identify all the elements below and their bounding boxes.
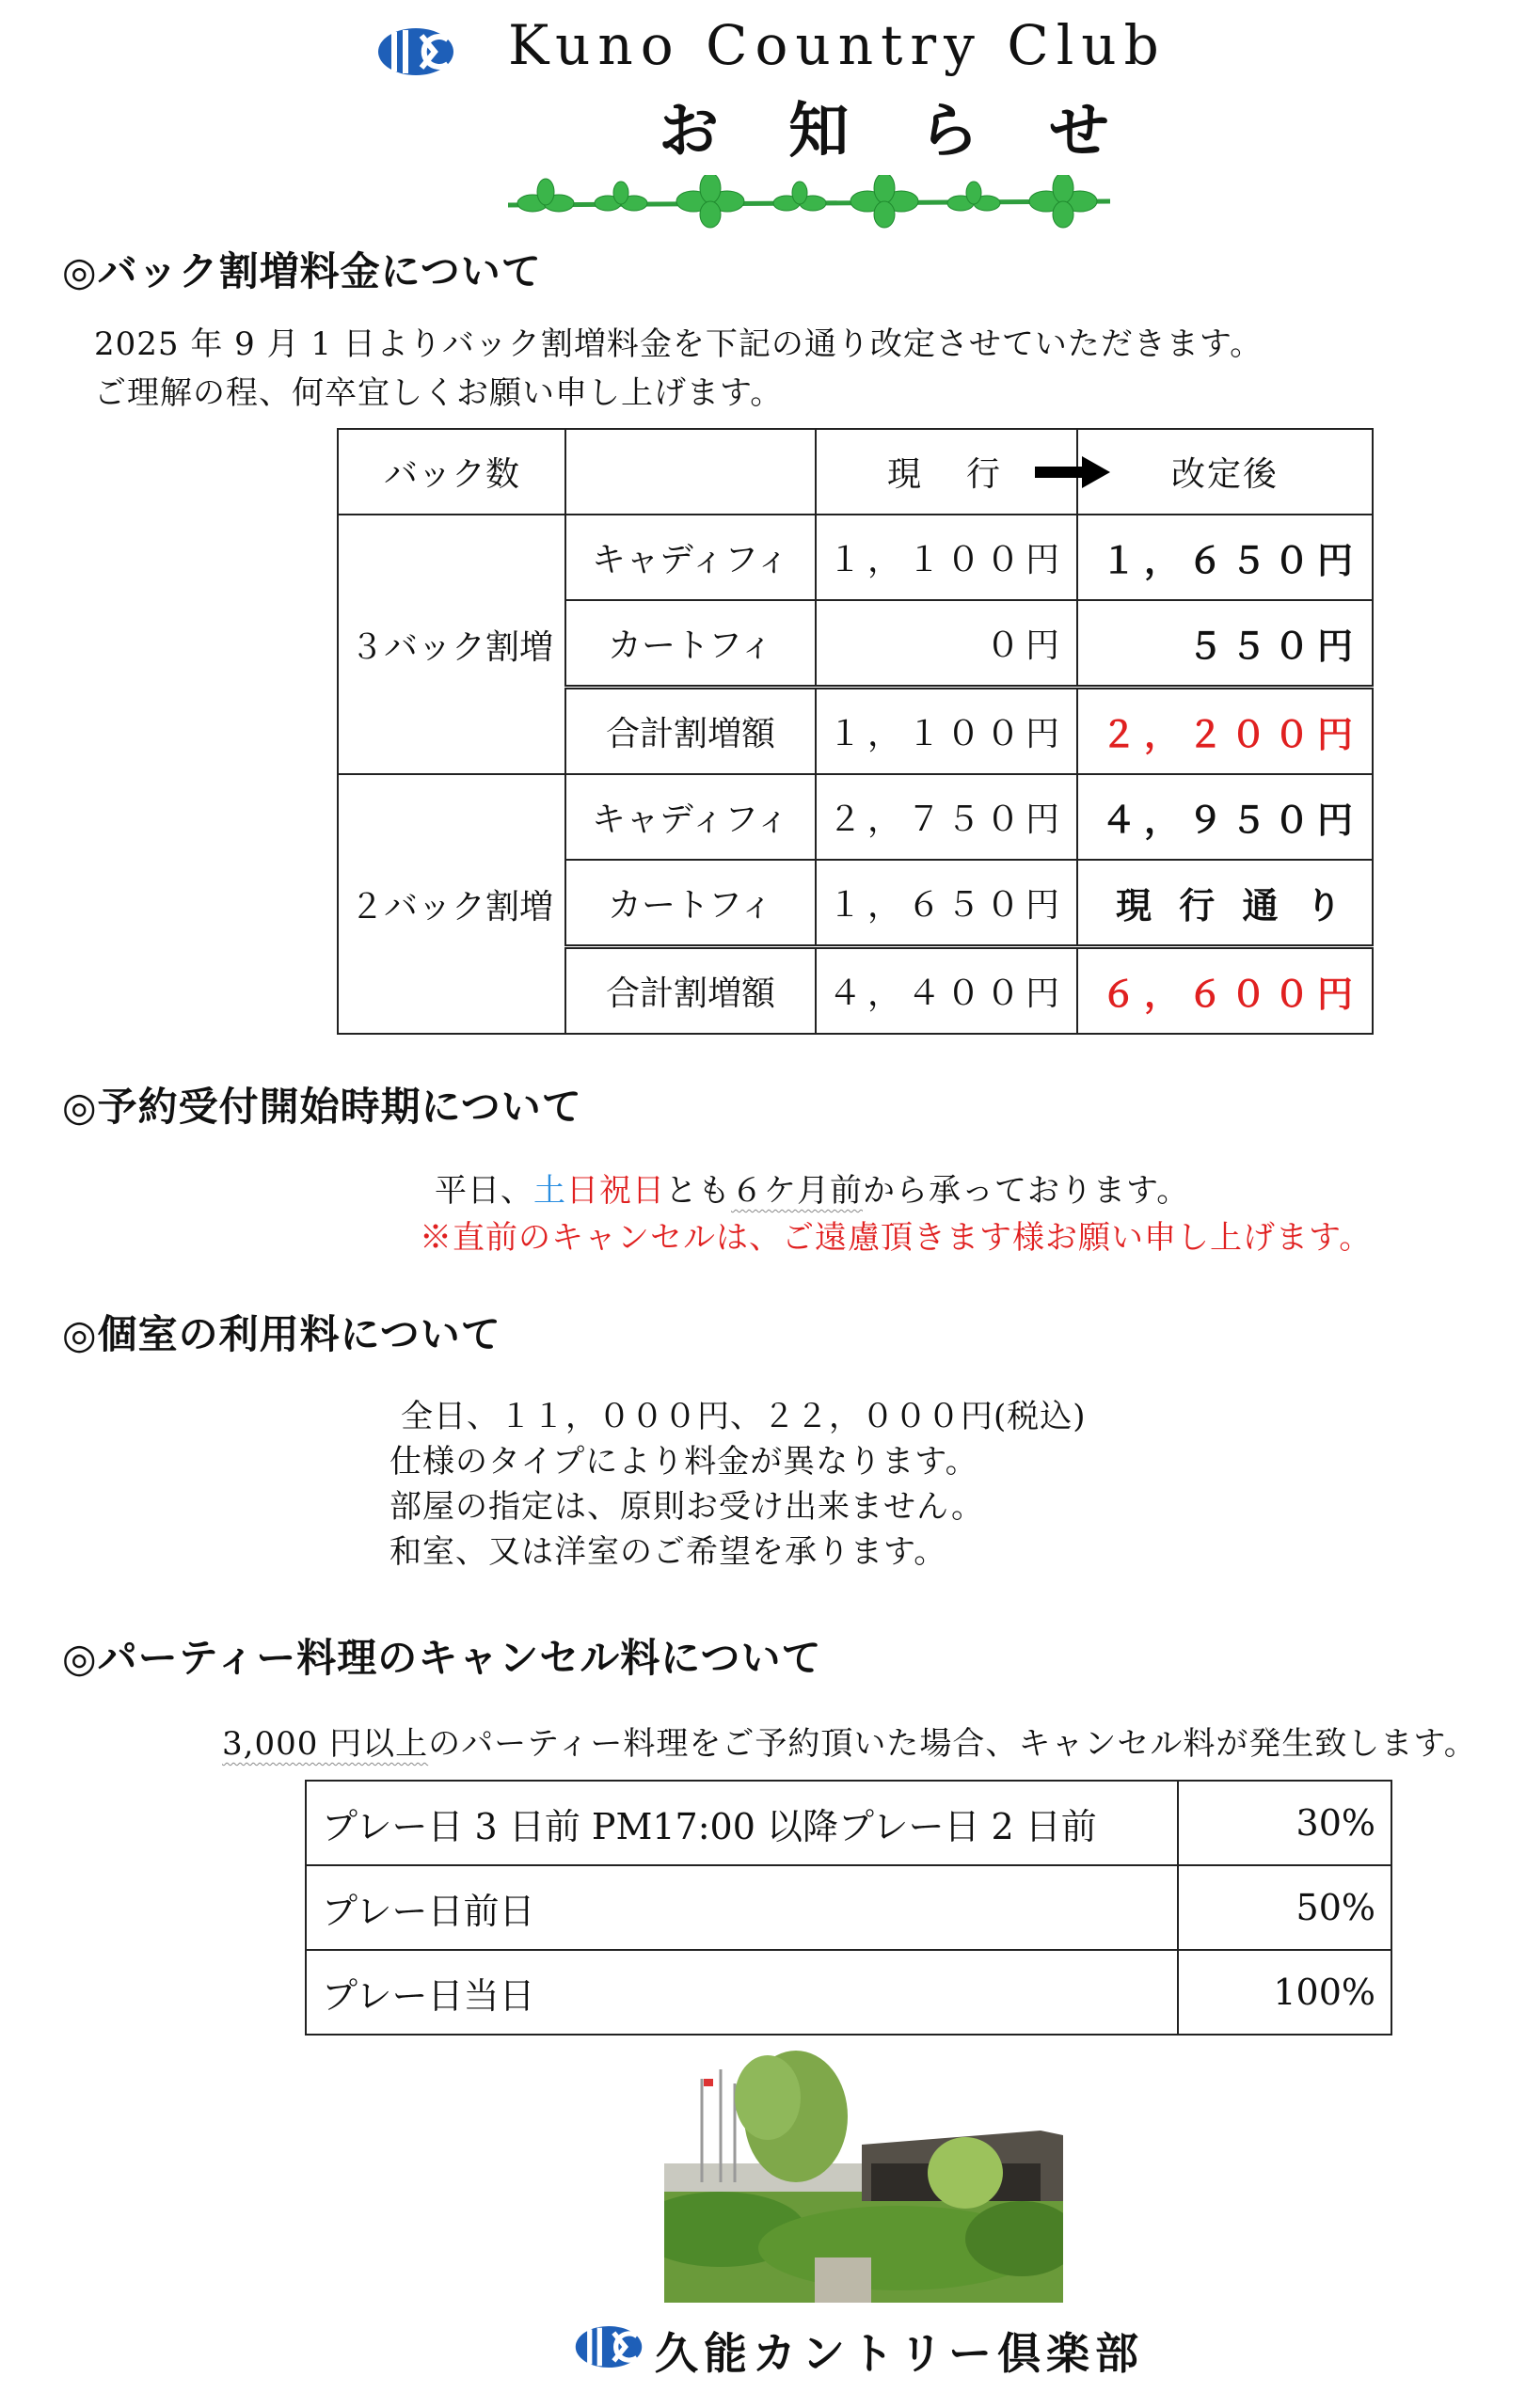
reservation-text-a: 平日、 [435, 1172, 533, 1210]
bag-surcharge-table [337, 428, 1374, 1035]
party-intro [222, 1718, 1477, 1764]
item-cell: 合計割増額 [565, 947, 816, 1035]
section-title-bag-surcharge: ◎バック割増料金について [62, 248, 542, 294]
reservation-line [435, 1164, 1189, 1211]
section-title-reservation: ◎予約受付開始時期について [62, 1084, 582, 1130]
club-logo-icon [574, 2323, 644, 2370]
cancel-fee-table [305, 1780, 1392, 2036]
reservation-note: ※直前のキャンセルは、ご遠慮頂きます様お願い申し上げます。 [420, 1219, 1373, 1257]
party-intro-text: のパーティー料理をご予約頂いた場合、キャンセル料が発生致します。 [428, 1725, 1477, 1763]
reservation-text-months: ６ケ月前 [731, 1172, 863, 1210]
clubhouse-photo [664, 2041, 1063, 2303]
item-cell: キャディフィ [565, 515, 816, 600]
item-cell: カートフィ [565, 860, 816, 947]
cancel-period-cell: プレー日当日 [306, 1950, 1178, 2035]
cancel-period-cell: プレー日前日 [306, 1865, 1178, 1950]
current-cell: １，１００円 [816, 515, 1077, 600]
cancel-rate-cell: 50% [1178, 1865, 1391, 1950]
header-current [816, 429, 1077, 515]
table-row [306, 1781, 1391, 1865]
room-line: 部屋の指定は、原則お受け出来ません。 [389, 1488, 985, 1526]
current-cell: １，１００円 [816, 688, 1077, 775]
room-line: 和室、又は洋室のご希望を承ります。 [389, 1533, 947, 1571]
reservation-text-sat: 土 [533, 1172, 566, 1210]
room-line: 全日、１１，０００円、２２，０００円(税込) [401, 1398, 1087, 1435]
footer-club-name: 久能カントリー倶楽部 [655, 2328, 1144, 2379]
table-row [338, 515, 1373, 600]
section-title-party-cancel: ◎パーティー料理のキャンセル料について [62, 1635, 822, 1681]
current-cell: ０円 [816, 600, 1077, 688]
reservation-text-d: とも [665, 1172, 731, 1210]
surcharge-intro-line2: ご理解の程、何卒宜しくお願い申し上げます。 [94, 374, 784, 412]
club-logo-icon [376, 26, 455, 77]
table-row [306, 1950, 1391, 2035]
revised-cell: ４，９５０円 [1077, 774, 1373, 860]
revised-cell: ５５０円 [1077, 600, 1373, 688]
revised-cell: １，６５０円 [1077, 515, 1373, 600]
revised-total-cell: ２，２００円 [1077, 688, 1373, 775]
revised-total-cell: ６，６００円 [1077, 947, 1373, 1035]
cancel-rate-cell: 30% [1178, 1781, 1391, 1865]
item-cell: 合計割増額 [565, 688, 816, 775]
reservation-text-holiday: 日祝日 [566, 1172, 665, 1210]
reservation-text-f: から承っております。 [863, 1172, 1190, 1210]
item-cell: カートフィ [565, 600, 816, 688]
club-name: Kuno Country Club [508, 13, 1167, 77]
cancel-rate-cell: 100% [1178, 1950, 1391, 2035]
current-cell: １，６５０円 [816, 860, 1077, 947]
room-line: 仕様のタイプにより料金が異なります。 [389, 1443, 978, 1481]
revised-cell: 現 行 通 り [1077, 860, 1373, 947]
table-row [338, 774, 1373, 860]
header-bags: バック数 [338, 429, 565, 515]
section-title-private-room: ◎個室の利用料について [62, 1311, 501, 1357]
header-current-label: 現 行 [887, 455, 1007, 494]
table-row [306, 1865, 1391, 1950]
header-revised: 改定後 [1077, 429, 1373, 515]
table-header-row [338, 429, 1373, 515]
current-cell: ４，４００円 [816, 947, 1077, 1035]
clover-decoration-icon [508, 175, 1110, 231]
current-cell: ２，７５０円 [816, 774, 1077, 860]
item-cell: キャディフィ [565, 774, 816, 860]
arrow-right-icon [1035, 456, 1110, 488]
page-title: お 知 ら せ [659, 96, 1134, 166]
group-label-2bag: ２バック割増 [338, 774, 565, 1034]
header-blank [565, 429, 816, 515]
surcharge-intro-line1: 2025 年 9 月 1 日よりバック割増料金を下記の通り改定させていただきます。 [94, 325, 1264, 363]
cancel-period-cell: プレー日 3 日前 PM17:00 以降プレー日 2 日前 [306, 1781, 1178, 1865]
group-label-3bag: ３バック割増 [338, 515, 565, 774]
party-intro-amount: 3,000 円以上 [222, 1725, 429, 1763]
